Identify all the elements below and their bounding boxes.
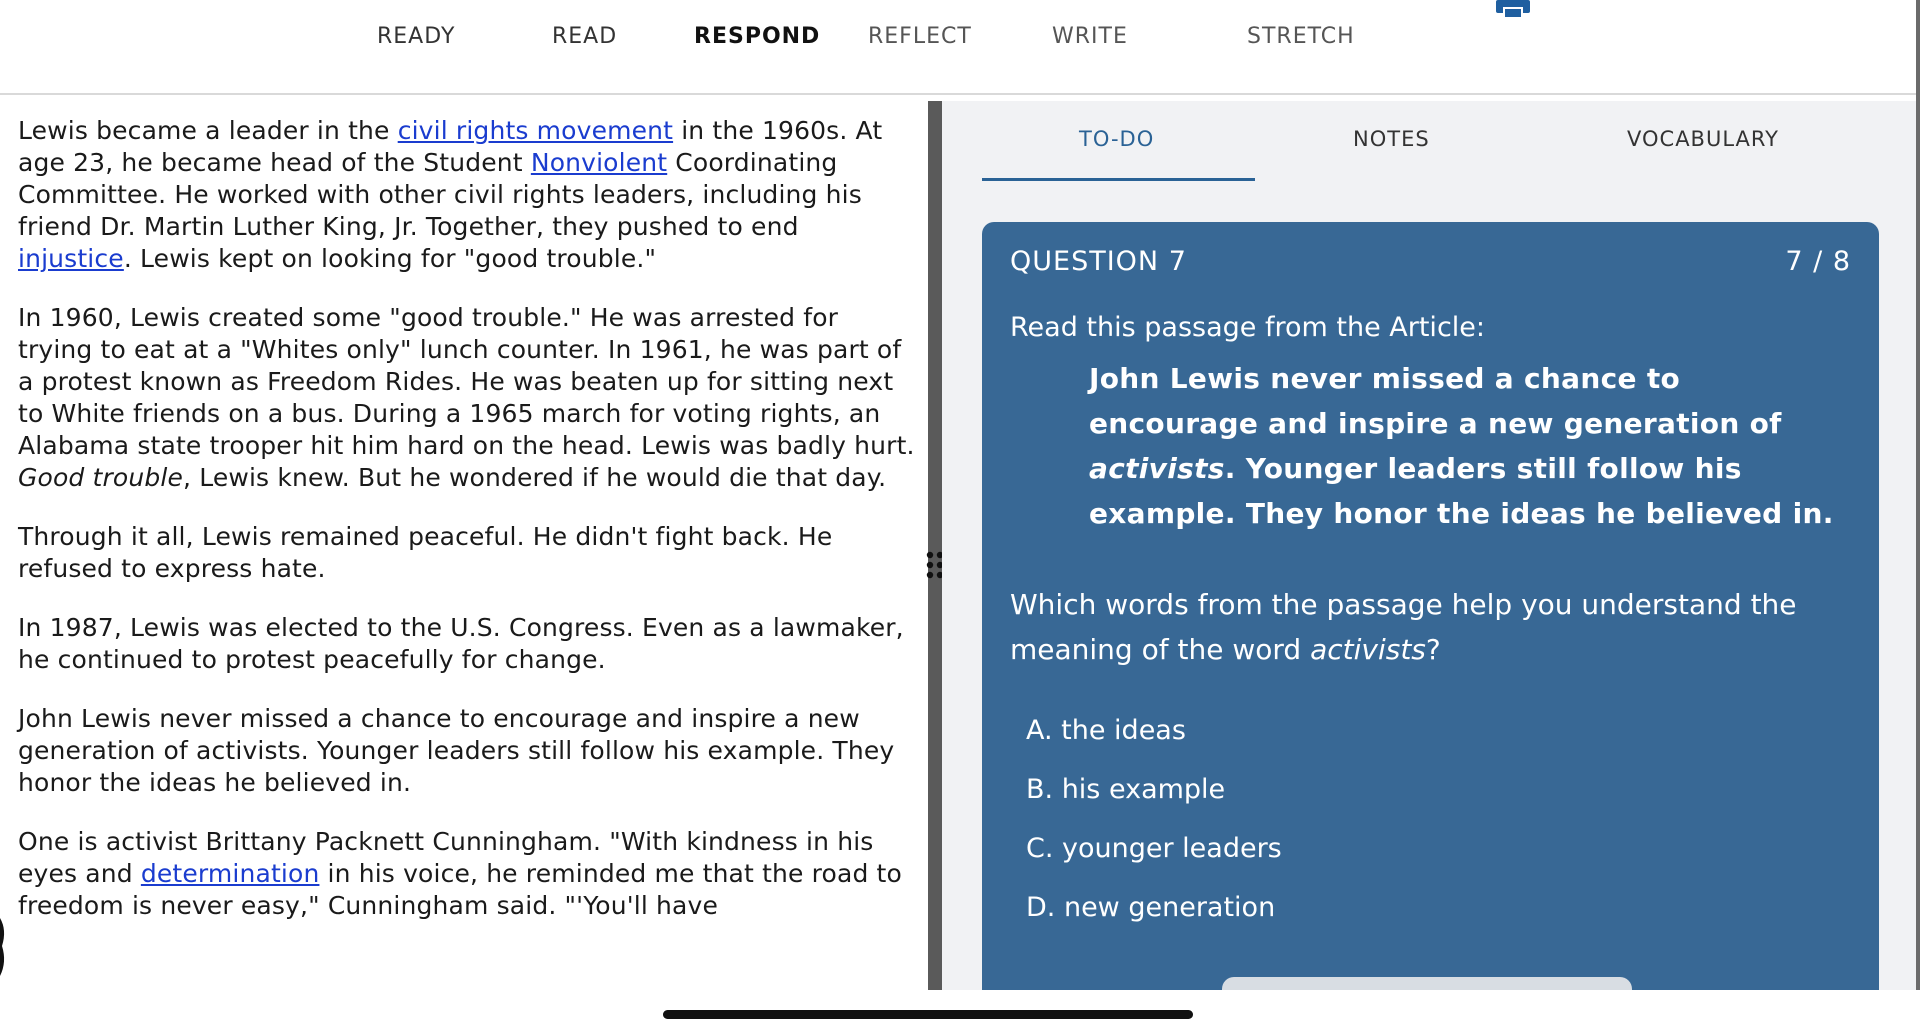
- home-indicator[interactable]: [663, 1010, 1193, 1019]
- article-scroll-area[interactable]: [0, 96, 925, 991]
- vocab-link-injustice[interactable]: injustice: [18, 244, 124, 273]
- article-paragraph-2: In 1960, Lewis created some "good trouble." He was arrested for trying to eat at a "Whites only" lunch counter. In 1961, he was part of a protest known as Freedom Rides. He was beaten up for sitting next to White friends on a bus. During a 1965 march for voting rights, an Alabama state trooper hit him hard on the head. Lewis was badly hurt. Good trouble, Lewis knew. But he wondered if he would die that day.: [18, 303, 915, 492]
- step-navigation: [0, 0, 1920, 95]
- tab-todo[interactable]: TO-DO: [1079, 127, 1155, 151]
- question-title: QUESTION 7: [1010, 246, 1187, 277]
- answer-choice-c[interactable]: C. younger leaders: [1026, 833, 1282, 864]
- question-intro: Read this passage from the Article:: [1010, 312, 1485, 343]
- step-read[interactable]: READ: [552, 24, 618, 49]
- active-tab-indicator: [982, 178, 1255, 181]
- pane-divider[interactable]: [928, 101, 942, 990]
- step-reflect[interactable]: REFLECT: [868, 24, 972, 49]
- article-paragraph-4: In 1987, Lewis was elected to the U.S. Congress. Even as a lawmaker, he continued to protest peacefully for change.: [18, 613, 904, 674]
- tab-notes[interactable]: NOTES: [1353, 127, 1430, 151]
- article-paragraph-1: Lewis became a leader in the civil rights movement in the 1960s. At age 23, he became head of the Student Nonviolent Coordinating Committee. He worked with other civil rights leaders, including his friend Dr. Martin Luther King, Jr. Together, they pushed to end injustice. Lewis kept on looking for "good trouble.": [18, 116, 883, 273]
- article-paragraph-3: Through it all, Lewis remained peaceful. He didn't fight back. He refused to express hate.: [18, 522, 833, 583]
- question-passage: John Lewis never missed a chance to encourage and inspire a new generation of activists. Younger leaders still follow his example. They honor the ideas he believed in.: [1089, 362, 1834, 530]
- vocab-link-nonviolent[interactable]: Nonviolent: [530, 148, 668, 177]
- step-write[interactable]: WRITE: [1052, 24, 1128, 49]
- article-text: [18, 115, 918, 949]
- step-stretch[interactable]: STRETCH: [1247, 24, 1355, 49]
- answer-choice-a[interactable]: A. the ideas: [1026, 715, 1186, 746]
- article-paragraph-5: John Lewis never missed a chance to encourage and inspire a new generation of activists. Younger leaders still follow his example. They honor the ideas he believed in.: [18, 704, 895, 797]
- step-respond[interactable]: RESPOND: [694, 24, 821, 49]
- vocab-link-determination[interactable]: determination: [140, 859, 320, 888]
- question-counter: 7 / 8: [1785, 246, 1851, 277]
- step-ready[interactable]: READY: [377, 24, 456, 49]
- tab-vocabulary[interactable]: VOCABULARY: [1627, 127, 1779, 151]
- window-edge: [1916, 0, 1920, 990]
- page-edge-icon: [0, 918, 7, 976]
- question-prompt: Which words from the passage help you understand the meaning of the word activists?: [1010, 588, 1797, 666]
- answer-choice-b[interactable]: B. his example: [1026, 774, 1226, 805]
- activity-panel: [942, 101, 1916, 990]
- article-paragraph-6: One is activist Brittany Packnett Cunningham. "With kindness in his eyes and determination in his voice, he reminded me that the road to freedom is never easy," Cunningham said. "'You'll have: [18, 827, 902, 920]
- submit-button-partial[interactable]: [1222, 977, 1632, 991]
- print-icon[interactable]: [1496, 0, 1530, 18]
- answer-choice-d[interactable]: D. new generation: [1026, 892, 1276, 923]
- vocab-link-civil-rights-movement[interactable]: civil rights movement: [397, 116, 674, 145]
- question-card: [982, 222, 1879, 1022]
